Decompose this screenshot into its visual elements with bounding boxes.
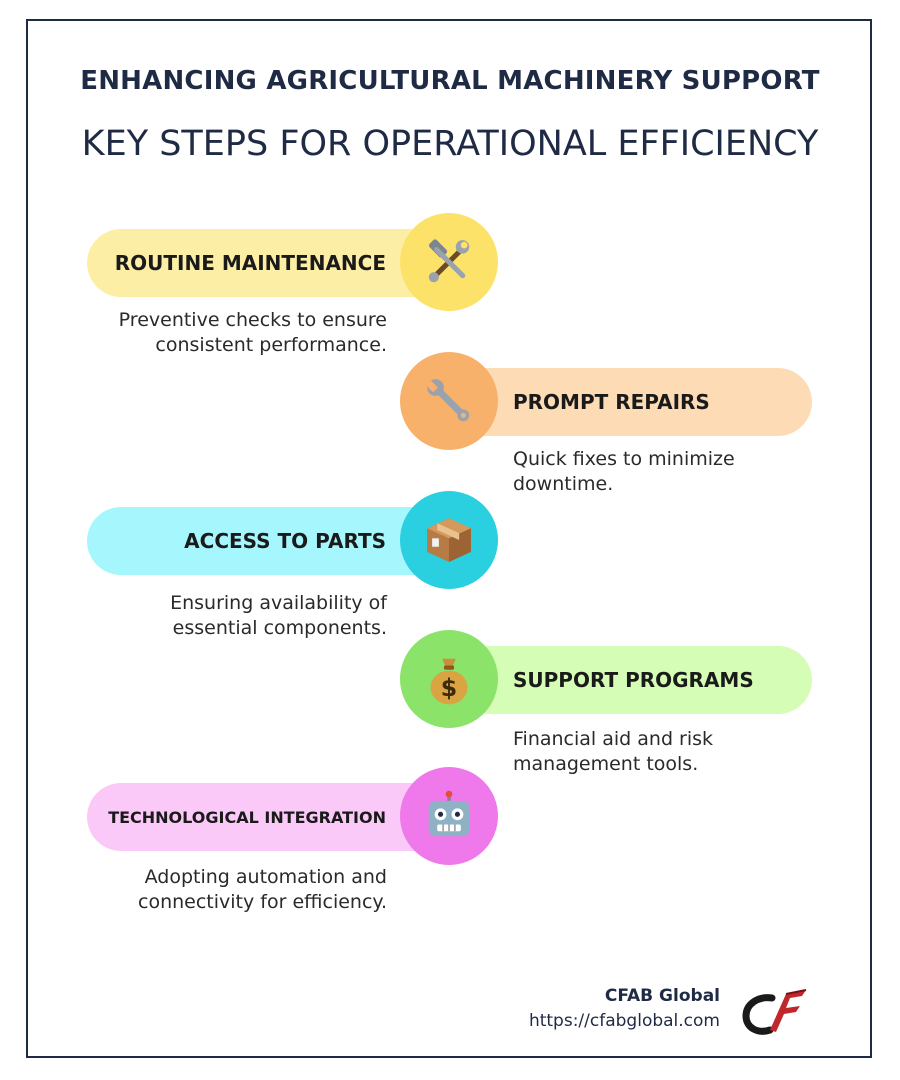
step-pill-routine-maintenance (87, 229, 447, 297)
page-subtitle: KEY STEPS FOR OPERATIONAL EFFICIENCY (81, 124, 819, 164)
description-line: consistent performance. (155, 334, 387, 356)
brand-name: CFAB Global (604, 986, 720, 1006)
step-label: PROMPT REPAIRS (513, 390, 710, 414)
step-description (513, 727, 803, 777)
package-icon (422, 513, 476, 567)
step-pill-access-to-parts (87, 507, 447, 575)
cfab-logo-icon (740, 984, 808, 1040)
step-circle (400, 352, 498, 450)
step-circle (400, 491, 498, 589)
description-line: Financial aid and risk (513, 728, 714, 750)
step-description (87, 865, 387, 915)
description-line: downtime. (513, 473, 614, 495)
robot-icon (422, 789, 476, 843)
wrench-icon (422, 374, 476, 428)
step-pill-technological-integration (87, 783, 447, 851)
description-line: connectivity for efficiency. (138, 891, 387, 913)
step-label: ACCESS TO PARTS (184, 529, 386, 553)
description-line: Adopting automation and (144, 866, 387, 888)
step-label: ROUTINE MAINTENANCE (114, 251, 386, 275)
description-line: Preventive checks to ensure (118, 309, 387, 331)
brand-url-link[interactable]: https://cfabglobal.com (528, 1011, 720, 1031)
step-description (513, 447, 803, 497)
description-line: Quick fixes to minimize (513, 448, 735, 470)
step-description (87, 591, 387, 641)
step-circle (400, 767, 498, 865)
step-pill-prompt-repairs (451, 368, 812, 436)
hammer-and-wrench-icon (422, 235, 476, 289)
description-line: management tools. (513, 753, 699, 775)
step-label: SUPPORT PROGRAMS (513, 668, 754, 692)
step-pill-support-programs (451, 646, 812, 714)
step-circle (400, 213, 498, 311)
description-line: Ensuring availability of (170, 592, 387, 614)
description-line: essential components. (172, 617, 387, 639)
svg-text:$: $ (440, 673, 458, 702)
step-circle (400, 630, 498, 728)
page-title: ENHANCING AGRICULTURAL MACHINERY SUPPORT (80, 66, 820, 96)
step-description (87, 308, 387, 358)
money-bag-icon (422, 652, 476, 706)
step-label: TECHNOLOGICAL INTEGRATION (108, 807, 386, 827)
